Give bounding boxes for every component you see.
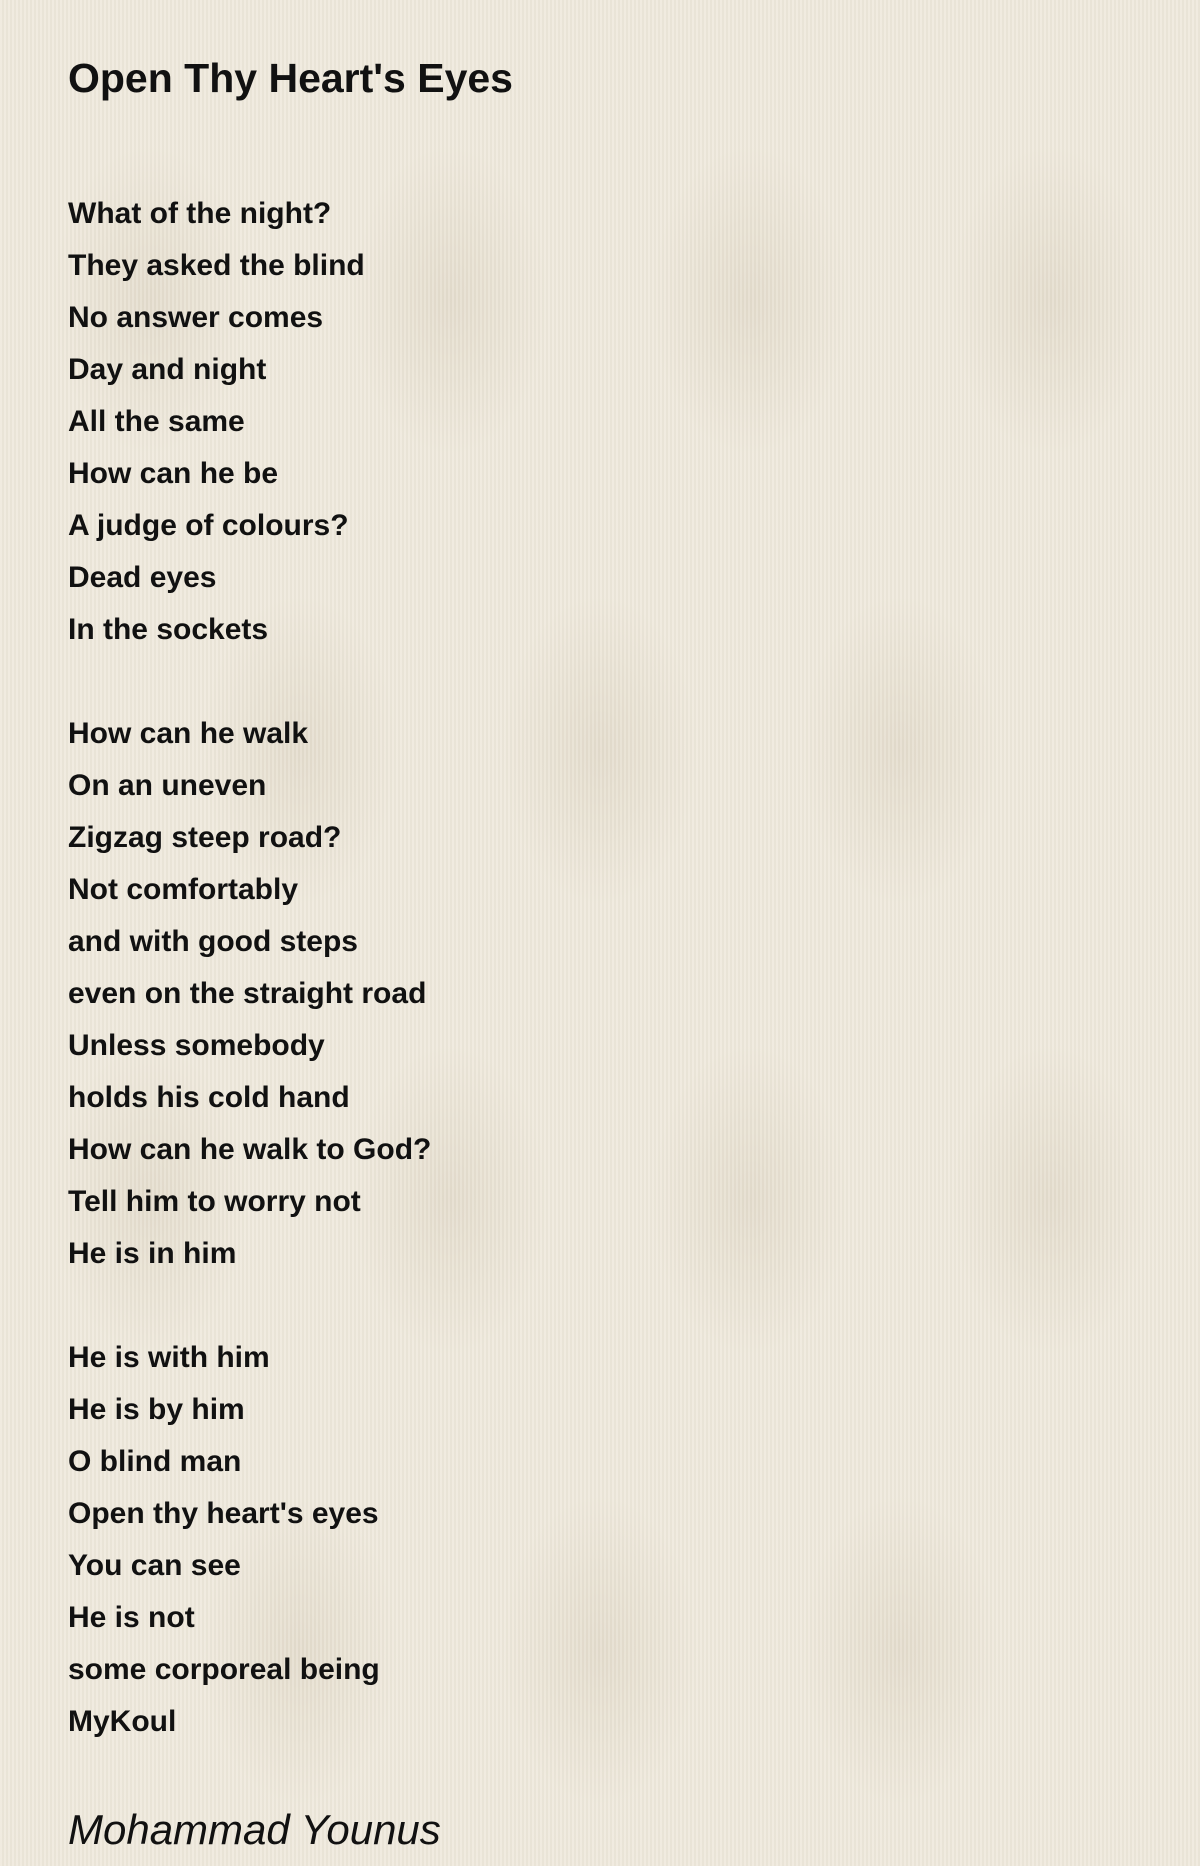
poem-line: What of the night?: [68, 197, 332, 230]
poem-line: Open thy heart's eyes: [68, 1497, 379, 1530]
poem-line: MyKoul: [68, 1705, 177, 1738]
poem-line: How can he be: [68, 457, 279, 490]
poem-line: You can see: [68, 1549, 241, 1582]
stanza-2: [68, 708, 1148, 1280]
poem-line: Zigzag steep road?: [68, 821, 342, 854]
poem-line: A judge of colours?: [68, 509, 349, 542]
poem-line: All the same: [68, 405, 245, 438]
poem-line: On an uneven: [68, 769, 267, 802]
poem-line: Tell him to worry not: [68, 1185, 361, 1218]
poem-body: [68, 188, 1148, 1748]
poem-line: Not comfortably: [68, 873, 299, 906]
poem-line: They asked the blind: [68, 249, 365, 282]
poem-line: How can he walk: [68, 717, 309, 750]
poem-line: O blind man: [68, 1445, 242, 1478]
poem-line: He is with him: [68, 1341, 270, 1374]
poem-line: Day and night: [68, 353, 267, 386]
poem-line: and with good steps: [68, 925, 358, 958]
poem-author: Mohammad Younus: [68, 1806, 441, 1853]
poem-line: How can he walk to God?: [68, 1133, 432, 1166]
poem-line: holds his cold hand: [68, 1081, 350, 1114]
stanza-3: [68, 1332, 1148, 1748]
poem-line: In the sockets: [68, 613, 269, 646]
poem-line: No answer comes: [68, 301, 324, 334]
poem-line: He is not: [68, 1601, 195, 1634]
poem-container: [68, 48, 1148, 1860]
poem-line: even on the straight road: [68, 977, 427, 1010]
stanza-1: [68, 188, 1148, 656]
poem-line: Unless somebody: [68, 1029, 325, 1062]
poem-line: some corporeal being: [68, 1653, 380, 1686]
poem-line: He is by him: [68, 1393, 245, 1426]
poem-line: Dead eyes: [68, 561, 217, 594]
poem-line: He is in him: [68, 1237, 237, 1270]
poem-title: Open Thy Heart's Eyes: [68, 55, 513, 101]
